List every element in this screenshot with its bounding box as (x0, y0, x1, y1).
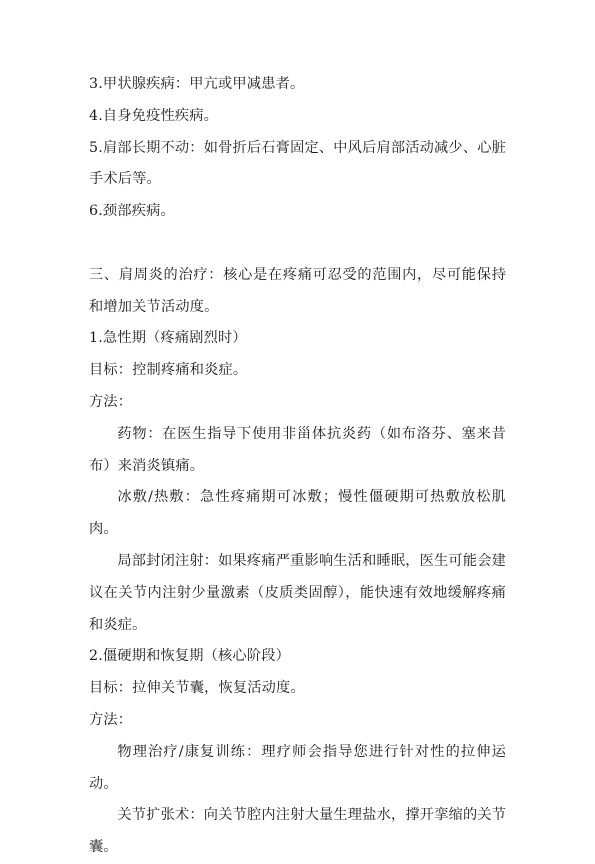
stage-2-goal: 目标：拉伸关节囊，恢复活动度。 (89, 680, 305, 697)
stage-1-method: 方法： (89, 393, 133, 410)
cause-3: 3.甲状腺疾病：甲亢或甲减患者。 (89, 76, 305, 92)
stage-2-title: 2.僵硬期和恢复期（核心阶段） (89, 648, 290, 665)
stage-1-ice: 冰敷/热敷：急性疼痛期可冰敷；慢性僵硬期可热敷放松肌肉。 (89, 489, 506, 538)
stage-1-injection: 局部封闭注射：如果疼痛严重影响生活和睡眠，医生可能会建议在关节内注射少量激素（皮质类固醇），能快速有效地缓解疼痛和炎症。 (89, 552, 506, 633)
section-3-heading: 三、肩周炎的治疗：核心是在疼痛可忍受的范围内，尽可能保持和增加关节活动度。 (89, 266, 506, 315)
stage-1-drug: 药物：在医生指导下使用非甾体抗炎药（如布洛芬、塞来昔布）来消炎镇痛。 (89, 425, 506, 474)
stage-2-distension: 关节扩张术：向关节腔内注射大量生理盐水，撑开挛缩的关节囊。 (89, 807, 506, 856)
stage-1-title: 1.急性期（疼痛剧烈时） (89, 330, 247, 347)
stage-2-method: 方法： (89, 711, 133, 728)
cause-4: 4.自身免疫性疾病。 (89, 107, 219, 124)
paragraph-gap (89, 228, 506, 260)
cause-6: 6.颈部疾病。 (89, 203, 175, 220)
stage-2-physio: 物理治疗/康复训练：理疗师会指导您进行针对性的拉伸运动。 (89, 743, 506, 792)
stage-1-goal: 目标：控制疼痛和炎症。 (89, 362, 248, 379)
cause-5: 5.肩部长期不动：如骨折后石膏固定、中风后肩部活动减少、心脏手术后等。 (89, 139, 506, 188)
